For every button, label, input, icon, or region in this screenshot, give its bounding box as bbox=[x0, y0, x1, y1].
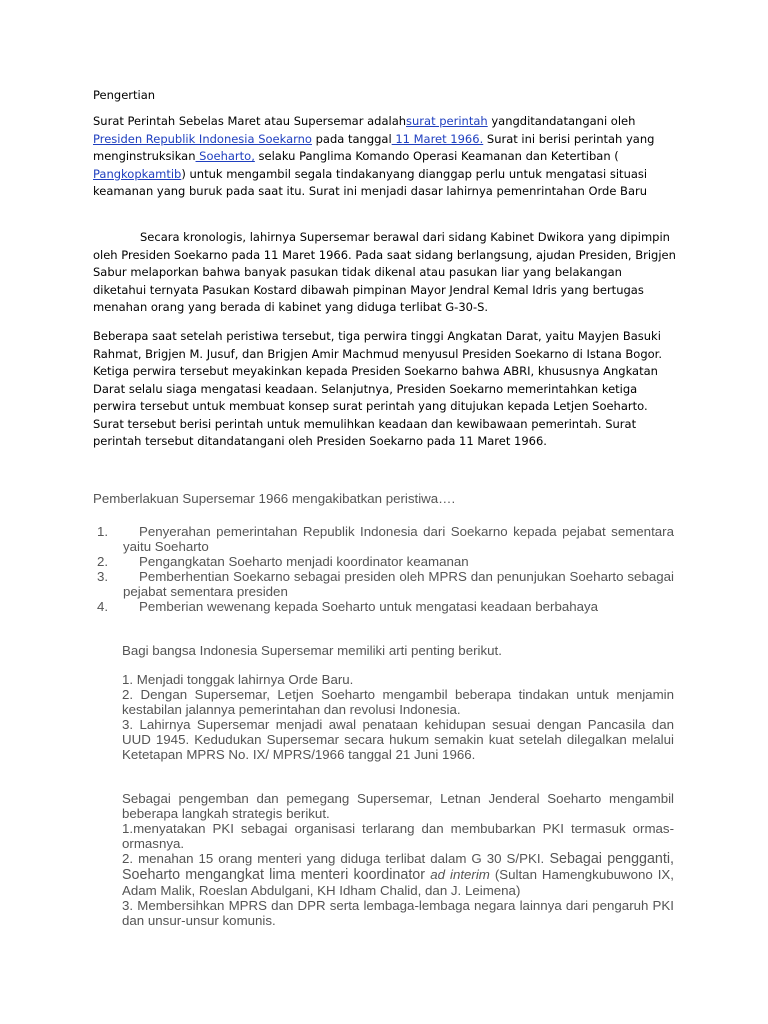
link-surat-perintah[interactable]: surat perintah bbox=[406, 114, 488, 128]
option-number: 1. bbox=[97, 524, 109, 539]
link-pangkopkamtib[interactable]: Pangkopkamtib bbox=[93, 166, 182, 181]
intro-paragraph bbox=[93, 113, 678, 201]
significance-item: 2. Dengan Supersemar, Letjen Soeharto mengambil beberapa tindakan untuk menjamin kestabilan jalannya pemerintahan dan revolusi Indonesia. bbox=[122, 687, 674, 717]
significance-title: Bagi bangsa Indonesia Supersemar memiliki arti penting berikut. bbox=[122, 643, 502, 658]
significance-list bbox=[122, 672, 674, 762]
option-text: Pemberhentian Soekarno sebagai presiden oleh MPRS dan penunjukan Soeharto sebagai pejabat sementara presiden bbox=[123, 569, 674, 599]
step-2-names: (Sultan Hamengkubuwono IX, Adam Malik, Roeslan Abdulgani, KH Idham Chalid, dan J. Leimena) bbox=[122, 867, 674, 898]
step-2-ad-interim: ad interim bbox=[430, 867, 490, 882]
option-text: Pengangkatan Soeharto menjadi koordinator keamanan bbox=[139, 554, 469, 569]
chronology-paragraph: Secara kronologis, lahirnya Supersemar berawal dari sidang Kabinet Dwikora yang dipimpin oleh Presiden Soekarno pada 11 Maret 1966. Pada saat sidang berlangsung, ajudan Presiden, Brigjen Sabur melaporkan bahwa banyak pasukan tidak dikenal atau pasukan liar yang belakangan diketahui ternyata Pasukan Kostard dibawah pimpinan Mayor Jendral Kemal Idris yang bertugas menahan orang yang berada di kabinet yang diduga terlibat G-30-S. bbox=[93, 230, 676, 314]
step-item-1: 1.menyatakan PKI sebagai organisasi terlarang dan membubarkan PKI termasuk ormas-ormasnya. bbox=[122, 821, 674, 851]
intro-text-4: Surat ini berisi perintah yang menginstruksikan bbox=[93, 131, 655, 163]
option-number: 3. bbox=[97, 569, 109, 584]
intro-text-2: yangditandatangani oleh bbox=[487, 114, 636, 128]
step-item-2 bbox=[122, 851, 674, 898]
option-number: 4. bbox=[97, 599, 109, 614]
intro-text-5: selaku Panglima Komando Operasi Keamanan dan Ketertiban ( bbox=[254, 149, 619, 163]
option-text: Pemberian wewenang kepada Soeharto untuk mengatasi keadaan berbahaya bbox=[139, 599, 599, 614]
question-text: Pemberlakuan Supersemar 1966 mengakibatkan peristiwa…. bbox=[93, 491, 456, 506]
steps-title: Sebagai pengemban dan pemegang Supersemar, Letnan Jenderal Soeharto mengambil beberapa langkah strategis berikut. bbox=[122, 791, 674, 821]
page-title: Pengertian bbox=[93, 88, 156, 102]
step-2-replacement: Sebagai pengganti, Soeharto mengangkat lima menteri koordinator bbox=[122, 851, 674, 883]
link-soeharto[interactable]: Soeharto, bbox=[195, 149, 255, 163]
officers-paragraph: Beberapa saat setelah peristiwa tersebut, tiga perwira tinggi Angkatan Darat, yaitu Mayjen Basuki Rahmat, Brigjen M. Jusuf, dan Brigjen Amir Machmud menyusul Presiden Soekarno di Istana Bogor. Ketiga perwira tersebut meyakinkan kepada Presiden Soekarno bahwa ABRI, khususnya Angkatan Darat selalu siaga mengatasi keadaan. Selanjutnya, Presiden Soekarno memerintahkan ketiga perwira tersebut untuk membuat konsep surat perintah yang ditujukan kepada Letjen Soeharto. Surat tersebut berisi perintah untuk memulihkan keadaan dan kewibawaan pemerintah. Surat perintah tersebut ditandatangani oleh Presiden Soekarno pada 11 Maret 1966. bbox=[93, 329, 662, 448]
option-number: 2. bbox=[97, 554, 109, 569]
link-presiden-soekarno[interactable]: Presiden Republik Indonesia Soekarno bbox=[93, 131, 312, 146]
intro-text-3: pada tanggal bbox=[311, 131, 392, 146]
intro-text-6: ) untuk mengambil segala tindakanyang dianggap perlu untuk mengatasi situasi keamanan yang buruk pada saat itu. Surat ini menjadi dasar lahirnya pemenrintahan Orde Baru bbox=[93, 166, 648, 198]
significance-item: 1. Menjadi tonggak lahirnya Orde Baru. bbox=[122, 672, 354, 687]
link-11-maret-1966[interactable]: 11 Maret 1966. bbox=[391, 131, 484, 146]
step-2-text: 2. menahan 15 orang menteri yang diduga terlibat dalam G 30 S/PKI. bbox=[122, 851, 545, 866]
intro-text-1: Surat Perintah Sebelas Maret atau Supersemar adalah bbox=[93, 114, 407, 128]
step-item-3: 3. Membersihkan MPRS dan DPR serta lembaga-lembaga negara lainnya dari pengaruh PKI dan unsur-unsur komunis. bbox=[122, 898, 674, 928]
strategic-steps bbox=[122, 791, 674, 928]
significance-item: 3. Lahirnya Supersemar menjadi awal penataan kehidupan sesuai dengan Pancasila dan UUD 1945. Kedudukan Supersemar secara hukum semakin kuat setelah dilegalkan melalui Ketetapan MPRS No. IX/ MPRS/1966 tanggal 21 Juni 1966. bbox=[122, 717, 674, 762]
option-text: Penyerahan pemerintahan Republik Indonesia dari Soekarno kepada pejabat sementara yaitu Soeharto bbox=[123, 524, 674, 554]
